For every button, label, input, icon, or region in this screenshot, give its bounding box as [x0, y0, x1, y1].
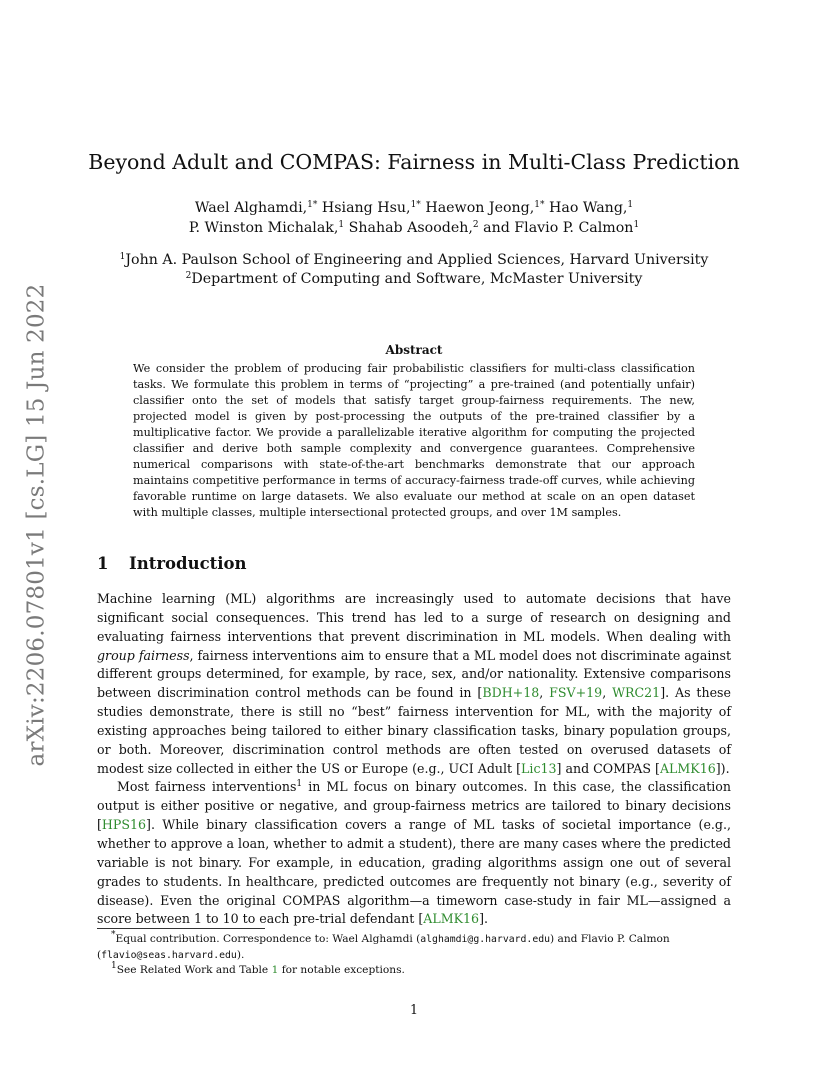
footnote-text: for notable exceptions. [278, 964, 405, 976]
author-name: P. Winston Michalak, [188, 220, 339, 236]
citation-separator: , [539, 685, 550, 701]
affiliation-text: Department of Computing and Software, McMaster University [191, 271, 643, 287]
affiliation-2 [0, 270, 828, 289]
paragraph-2 [97, 778, 731, 929]
paragraph-text: in ML focus on binary outcomes. In this case, the classification output is either positive or negative, and group-fairness metrics are tailored to binary decisions [ [97, 779, 731, 833]
affiliations [0, 251, 828, 289]
footnote-marker[interactable]: 1 [296, 779, 303, 790]
paragraph-text: ] and COMPAS [ [556, 760, 660, 776]
section-heading [97, 554, 247, 573]
author-line-2 [0, 218, 828, 238]
paragraph-text: ]. [479, 911, 488, 927]
citation-link[interactable]: Lic13 [521, 760, 557, 776]
author-sup: 1* [307, 200, 318, 210]
citation-link[interactable]: ALMK16 [659, 760, 716, 776]
arxiv-identifier [18, 283, 54, 767]
citation-link[interactable]: BDH+18 [482, 685, 540, 701]
footnote-2 [97, 963, 737, 978]
footnotes [97, 932, 737, 978]
footnote-text: See Related Work and Table [116, 964, 272, 976]
author-sup: 1 [627, 200, 634, 210]
author-name: Haewon Jeong, [420, 200, 535, 216]
citation-link[interactable]: ALMK16 [423, 911, 480, 927]
section-number: 1 [97, 554, 109, 573]
abstract-heading: Abstract [385, 343, 443, 357]
author-sup: 1* [534, 200, 545, 210]
paragraph-1 [97, 590, 731, 778]
footnote-sup: 1 [111, 961, 117, 971]
author-sup: 2 [472, 220, 479, 230]
author-sup: 1 [338, 220, 345, 230]
introduction-body [97, 590, 731, 929]
table-ref-link[interactable]: 1 [271, 964, 279, 976]
section-title: Introduction [129, 554, 247, 573]
emphasis: group fairness [97, 647, 190, 663]
footnote-divider [97, 928, 265, 929]
citation-separator: , [602, 685, 613, 701]
footnote-sup: * [111, 930, 116, 940]
author-name: Shahab Asoodeh, [344, 220, 473, 236]
footnote-text: Equal contribution. Correspondence to: Wael Alghamdi ( [115, 933, 421, 945]
paragraph-text: Most fairness interventions [117, 779, 297, 795]
email-address[interactable]: alghamdi@g.harvard.edu [420, 934, 551, 945]
author-name: Wael Alghamdi, [194, 200, 308, 216]
abstract-body: We consider the problem of producing fair probabilistic classifiers for multi-class classification tasks. We formulate this problem in terms of “projecting” a pre-trained (and potentially unfair) classifier onto the set of models that satisfy target group-fairness requirements. The new, projected model is given by post-processing the outputs of the pre-trained classifier by a multiplicative factor. We provide a parallelizable iterative algorithm for computing the projected classifier and derive both sample complexity and convergence guarantees. Comprehensive numerical comparisons with state-of-the-art benchmarks demonstrate that our approach maintains competitive performance in terms of accuracy-fairness trade-off curves, while achieving favorable runtime on large datasets. We also evaluate our method at scale on an open dataset with multiple classes, multiple intersectional protected groups, and over 1M samples. [133, 362, 695, 519]
author-sup: 1* [410, 200, 421, 210]
author-name: and Flavio P. Calmon [478, 220, 634, 236]
citation-link[interactable]: FSV+19 [549, 685, 603, 701]
affiliation-sup: 1 [119, 252, 126, 262]
affiliation-text: John A. Paulson School of Engineering and Applied Sciences, Harvard University [125, 252, 709, 268]
paragraph-text: ]. As these studies demonstrate, there is still no “best” fairness intervention for ML, with the majority of existing approaches being tailored to either binary classification tasks, binary population groups, or both. Moreover, discrimination control methods are often tested on overused datasets of modest size collected in either the US or Europe (e.g., UCI Adult [ [97, 685, 731, 776]
paper-title: Beyond Adult and COMPAS: Fairness in Multi-Class Prediction [88, 150, 740, 174]
footnote-text: ). [236, 948, 245, 961]
page-number: 1 [409, 1002, 418, 1017]
author-list [0, 198, 828, 238]
paragraph-text: ]). [715, 760, 730, 776]
footnote-text: ) and Flavio P. Calmon ( [97, 933, 670, 961]
author-name: Hsiang Hsu, [317, 200, 411, 216]
affiliation-sup: 2 [185, 271, 192, 281]
author-name: Hao Wang, [544, 200, 628, 216]
author-sup: 1 [633, 220, 640, 230]
email-address[interactable]: flavio@seas.harvard.edu [101, 949, 237, 961]
arxiv-id-text: arXiv:2206.07801v1 [cs.LG] 15 Jun 2022 [23, 283, 49, 767]
paragraph-text: Machine learning (ML) algorithms are increasingly used to automate decisions that have significant social consequences. This trend has led to a surge of research on designing and evaluating fairness interventions that prevent discrimination in ML models. When dealing with [97, 591, 731, 644]
citation-link[interactable]: WRC21 [612, 685, 661, 701]
author-line-1 [0, 198, 828, 218]
paragraph-text: ]. While binary classification covers a range of ML tasks of societal importance (e.g., whether to approve a loan, whether to admit a student), there are many cases where the predicted variable is not binary. For example, in education, grading algorithms assign one out of several grades to students. In healthcare, predicted outcomes are frequently not binary (e.g., severity of disease). Even the original COMPAS algorithm—a timeworn case-study in fair ML—assigned a score between 1 to 10 to each pre-trial defendant [ [97, 817, 731, 927]
affiliation-1 [0, 251, 828, 270]
citation-link[interactable]: HPS16 [101, 817, 147, 833]
paragraph-text: , fairness interventions aim to ensure that a ML model does not discriminate against different groups determined, for example, by race, sex, and/or nationality. Extensive comparisons between discrimination control methods can be found in [ [97, 647, 732, 701]
footnote-1 [97, 932, 737, 963]
